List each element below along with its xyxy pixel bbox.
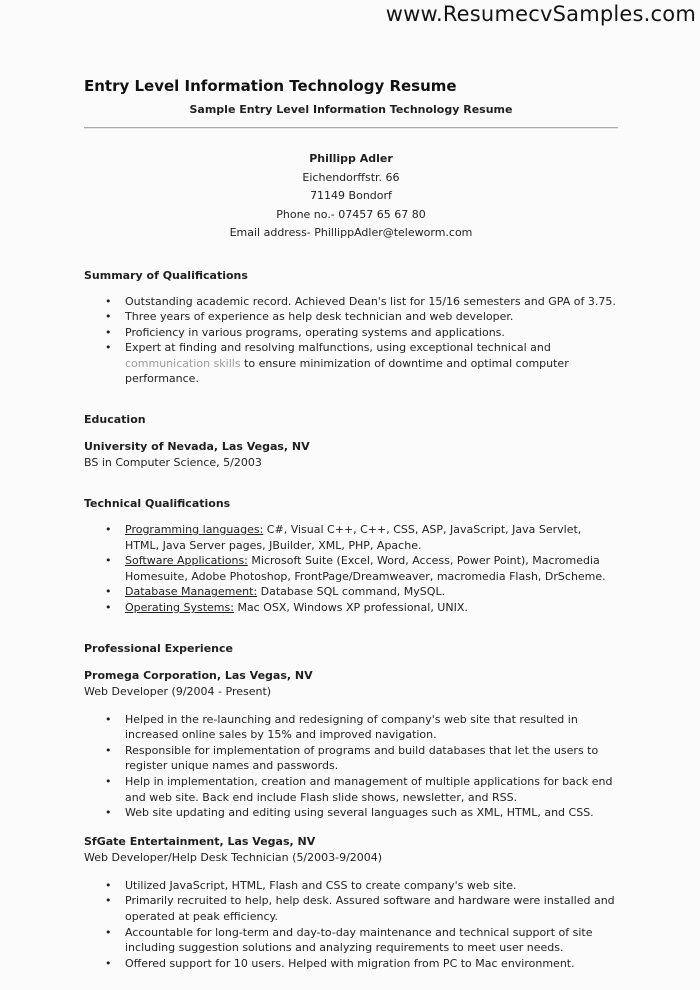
horizontal-rule <box>84 127 618 129</box>
job-company: Promega Corporation, Las Vegas, NV <box>84 668 313 682</box>
technical-bullet-label: Software Applications: <box>125 554 248 568</box>
technical-bullet <box>84 553 618 584</box>
experience-heading: Professional Experience <box>84 641 233 655</box>
job-role: Web Developer (9/2004 - Present) <box>84 684 272 698</box>
technical-bullet-list <box>84 522 618 616</box>
education-degree: BS in Computer Science, 5/2003 <box>84 456 262 470</box>
job-bullet-list <box>84 712 618 821</box>
technical-bullet-text: Microsoft Suite (Excel, Word, Access, Power Point), Macromedia Homesuite, Adobe Photoshop, FrontPage/Dreamweaver, macromedia Flash, DrScheme. <box>125 554 606 583</box>
contact-phone: Phone no.- 07457 65 67 80 <box>276 207 426 221</box>
technical-heading: Technical Qualifications <box>84 497 231 511</box>
technical-bullet-label: Programming languages: <box>125 523 264 537</box>
site-watermark: www.ResumecvSamples.com <box>385 2 696 26</box>
summary-bullet: • Three years of experience as help desk technician and web developer. <box>84 309 618 325</box>
summary-bullet: • Outstanding academic record. Achieved Dean's list for 15/16 semesters and GPA of 3.75. <box>84 294 618 310</box>
resume-document <box>84 0 618 971</box>
job-bullet: • Offered support for 10 users. Helped with migration from PC to Mac environment. <box>84 956 618 972</box>
education-school: University of Nevada, Las Vegas, NV <box>84 440 310 454</box>
job-bullet: • Help in implementation, creation and management of multiple applications for back end and web site. Back end include Flash slide shows, newsletter, and RSS. <box>84 774 618 805</box>
summary-bullet-text-post: to ensure minimization of downtime and optimal computer performance. <box>125 356 569 386</box>
contact-email: Email address- PhillippAdler@teleworm.com <box>229 226 473 239</box>
job-bullet: • Utilized JavaScript, HTML, Flash and CSS to create company's web site. <box>84 878 618 894</box>
summary-heading: Summary of Qualifications <box>84 268 248 282</box>
job-bullet: • Accountable for long-term and day-to-day maintenance and technical support of site including suggestion solutions and analyzing requirements to meet user needs. <box>84 925 618 956</box>
contact-street: Eichendorffstr. 66 <box>302 170 400 184</box>
education-heading: Education <box>84 413 146 427</box>
job-bullet: • Helped in the re-launching and redesigning of company's web site that resulted in increased online sales by 15% and improved navigation. <box>84 712 618 743</box>
job-entry <box>84 669 618 821</box>
summary-bullet <box>84 340 618 387</box>
job-entry <box>84 835 618 972</box>
page-subtitle: Sample Entry Level Information Technology Resume <box>189 103 513 116</box>
page-title: Entry Level Information Technology Resume <box>84 77 457 95</box>
contact-name: Phillipp Adler <box>309 152 393 165</box>
communication-skills-link[interactable]: communication skills <box>125 356 241 370</box>
technical-bullet-text: Mac OSX, Windows XP professional, UNIX. <box>237 601 468 615</box>
job-role: Web Developer/Help Desk Technician (5/2003-9/2004) <box>84 850 383 864</box>
contact-block <box>84 150 618 243</box>
job-bullet: • Web site updating and editing using several languages such as XML, HTML, and CSS. <box>84 805 618 821</box>
job-bullet: • Primarily recruited to help, help desk. Assured software and hardware were installed and operated at peak efficiency. <box>84 893 618 924</box>
technical-bullet-label: Operating Systems: <box>125 601 234 615</box>
technical-bullet-label: Database Management: <box>125 585 258 599</box>
technical-bullet <box>84 584 618 600</box>
job-bullet: • Responsible for implementation of programs and build databases that let the users to register unique names and passwords. <box>84 743 618 774</box>
technical-bullet <box>84 600 618 616</box>
job-bullet-list <box>84 878 618 972</box>
job-company: SfGate Entertainment, Las Vegas, NV <box>84 834 316 848</box>
summary-bullet: • Proficiency in various programs, operating systems and applications. <box>84 325 618 341</box>
contact-city: 71149 Bondorf <box>310 189 392 202</box>
summary-bullet-text-pre: Expert at finding and resolving malfunctions, using exceptional technical and <box>125 341 551 355</box>
summary-bullet-list <box>84 294 618 388</box>
technical-bullet-text: C#, Visual C++, C++, CSS, ASP, JavaScript, Java Servlet, HTML, Java Server pages, JBuilder, XML, PHP, Apache. <box>125 523 582 552</box>
technical-bullet-text: Database SQL command, MySQL. <box>260 585 446 599</box>
technical-bullet <box>84 522 618 553</box>
